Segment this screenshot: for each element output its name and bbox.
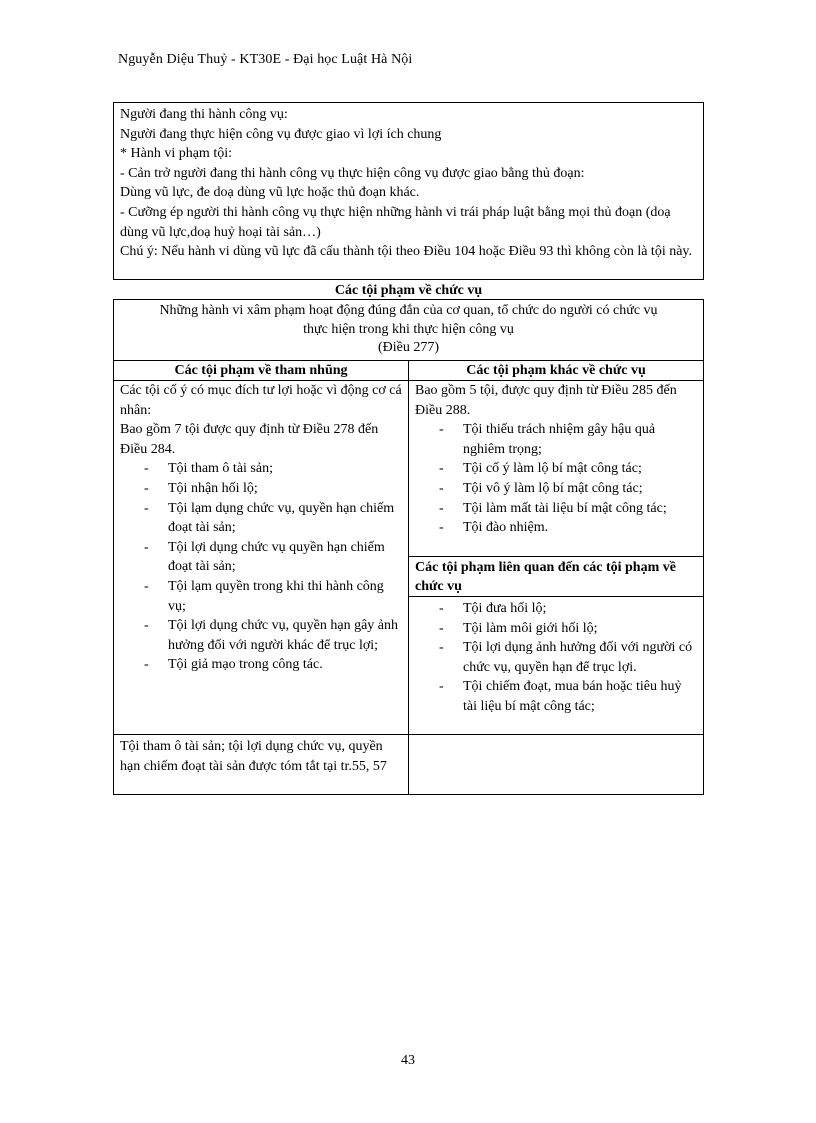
intro-line: Những hành vi xâm phạm hoạt động đúng đắn của cơ quan, tổ chức do người có chức vụ xyxy=(159,303,658,318)
corruption-crimes-list xyxy=(120,459,402,675)
list-item: - Tội làm môi giới hối lộ; xyxy=(415,619,697,639)
related-crimes-list xyxy=(415,599,697,717)
text-line: - Cưỡng ép người thi hành công vụ thực hiện những hành vi trái pháp luật bằng mọi thủ đoạn (doạ dùng vũ lực,doạ huỷ hoại tài sản…) xyxy=(120,204,671,240)
list-item: - Tội đưa hối lộ; xyxy=(415,599,697,619)
related-crimes-cell xyxy=(409,599,703,717)
list-item: - Tội chiếm đoạt, mua bán hoặc tiêu huỷ tài liệu bí mật công tác; xyxy=(415,677,697,716)
list-item: - Tội vô ý làm lộ bí mật công tác; xyxy=(415,479,697,499)
related-crimes-heading: Các tội phạm liên quan đến các tội phạm về chức vụ xyxy=(409,556,703,597)
list-item: - Tội lạm dụng chức vụ, quyền hạn chiếm đoạt tài sản; xyxy=(120,499,402,538)
corruption-crimes-heading: Các tội phạm về tham nhũng xyxy=(114,361,408,381)
official-duty-crimes-table xyxy=(113,299,704,795)
list-item: - Tội giả mạo trong công tác. xyxy=(120,655,402,675)
list-item: - Tội tham ô tài sản; xyxy=(120,459,402,479)
text-line: Người đang thực hiện công vụ được giao vì lợi ích chung xyxy=(120,126,442,142)
public-duty-offense-box xyxy=(113,102,704,280)
other-duty-crimes-cell xyxy=(409,381,703,538)
intro-article: (Điều 277) xyxy=(377,340,440,355)
list-item: - Tội lợi dụng chức vụ quyền hạn chiếm đoạt tài sản; xyxy=(120,538,402,577)
text-line: Chú ý: Nếu hành vi dùng vũ lực đã cấu thành tội theo Điều 104 hoặc Điều 93 thì không còn là tội này. xyxy=(120,244,693,260)
text-line: - Cản trở người đang thi hành công vụ thực hiện công vụ được giao bằng thủ đoạn: xyxy=(120,165,585,181)
list-item: - Tội lợi dụng chức vụ, quyền hạn gây ảnh hưởng đối với người khác để trục lợi; xyxy=(120,616,402,655)
section-intro xyxy=(114,300,703,361)
text-line: * Hành vi phạm tội: xyxy=(120,146,232,162)
page-header: Nguyễn Diệu Thuỷ - KT30E - Đại học Luật Hà Nội xyxy=(118,52,413,67)
other-duty-crimes-heading: Các tội phạm khác về chức vụ xyxy=(409,361,703,381)
text-line: Dùng vũ lực, đe doạ dùng vũ lực hoặc thủ đoạn khác. xyxy=(120,185,420,201)
corruption-description: Các tội cố ý có mục đích tư lợi hoặc vì động cơ cá nhân: xyxy=(120,383,402,418)
list-item: - Tội nhận hối lộ; xyxy=(120,479,402,499)
summary-note: Tội tham ô tài sản; tội lợi dụng chức vụ, quyền hạn chiếm đoạt tài sản được tóm tắt tại tr.55, 57 xyxy=(120,739,387,774)
section-title: Các tội phạm về chức vụ xyxy=(334,283,483,298)
intro-line: thực hiện trong khi thực hiện công vụ xyxy=(303,321,514,337)
list-item: - Tội lạm quyền trong khi thi hành công vụ; xyxy=(120,577,402,616)
list-item: - Tội cố ý làm lộ bí mật công tác; xyxy=(415,459,697,479)
list-item: - Tội lợi dụng ảnh hưởng đối với người có chức vụ, quyền hạn để trục lợi. xyxy=(415,638,697,677)
corruption-count: Bao gồm 7 tội được quy định từ Điều 278 đến Điều 284. xyxy=(120,422,379,457)
list-item: - Tội đào nhiệm. xyxy=(415,518,697,538)
other-crimes-count: Bao gồm 5 tội, được quy định từ Điều 285 đến Điều 288. xyxy=(415,383,677,418)
corruption-crimes-cell xyxy=(114,381,408,675)
list-item: - Tội thiếu trách nhiệm gây hậu quả nghiêm trọng; xyxy=(415,420,697,459)
list-item: - Tội làm mất tài liệu bí mật công tác; xyxy=(415,499,697,519)
other-duty-crimes-list xyxy=(415,420,697,538)
text-line: Người đang thi hành công vụ: xyxy=(120,107,288,122)
page-number: 43 xyxy=(401,1053,415,1068)
